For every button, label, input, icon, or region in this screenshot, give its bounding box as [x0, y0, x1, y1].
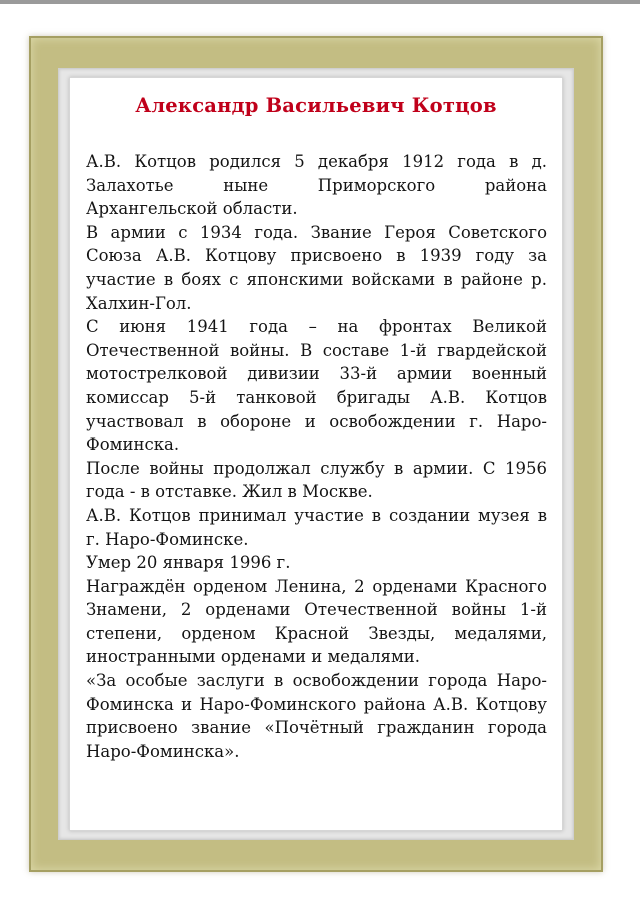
paragraph-death: Умер 20 января 1996 г. [86, 553, 291, 573]
card-title: Александр Васильевич Котцов [135, 94, 497, 117]
paragraph-museum: А.В. Котцов принимал участие в создании музея в г. Наро-Фоминске. [86, 505, 547, 549]
paragraph-awards: Награждён орденом Ленина, 2 орденами Красного Знамени, 2 орденами Отечественной войны 1-й степени, орденом Красной Звезды, медалями, иностранными орденами и медалями. [86, 576, 547, 667]
card-body [86, 150, 547, 763]
picture-frame [29, 36, 603, 872]
paragraph-honorary-citizen: «За особые заслуги в освобождении города Наро-Фоминска и Наро-Фоминского района А.В. Котцову присвоено звание «Почётный гражданин города Наро-Фоминска». [86, 671, 547, 761]
top-rule [0, 0, 640, 4]
paragraph-birth: А.В. Котцов родился 5 декабря 1912 года в д. Залахотье ныне Приморского района Архангельской области. [86, 152, 547, 219]
frame-mat [58, 68, 574, 840]
paragraph-after-war: После войны продолжал службу в армии. С 1956 года - в отставке. Жил в Москве. [86, 458, 547, 502]
paragraph-army-service: В армии с 1934 года. Звание Героя Советского Союза А.В. Котцову присвоено в 1939 году за участие в боях с японскими войсками в районе р. Халхин-Гол. [86, 222, 547, 313]
paragraph-war: С июня 1941 года – на фронтах Великой Отечественной войны. В составе 1-й гвардейской мотострелковой дивизии 33-й армии военный комиссар 5-й танковой бригады А.В. Котцов участвовал в обороне и освобождении г. Наро-Фоминска. [86, 317, 547, 455]
info-card [69, 77, 563, 831]
